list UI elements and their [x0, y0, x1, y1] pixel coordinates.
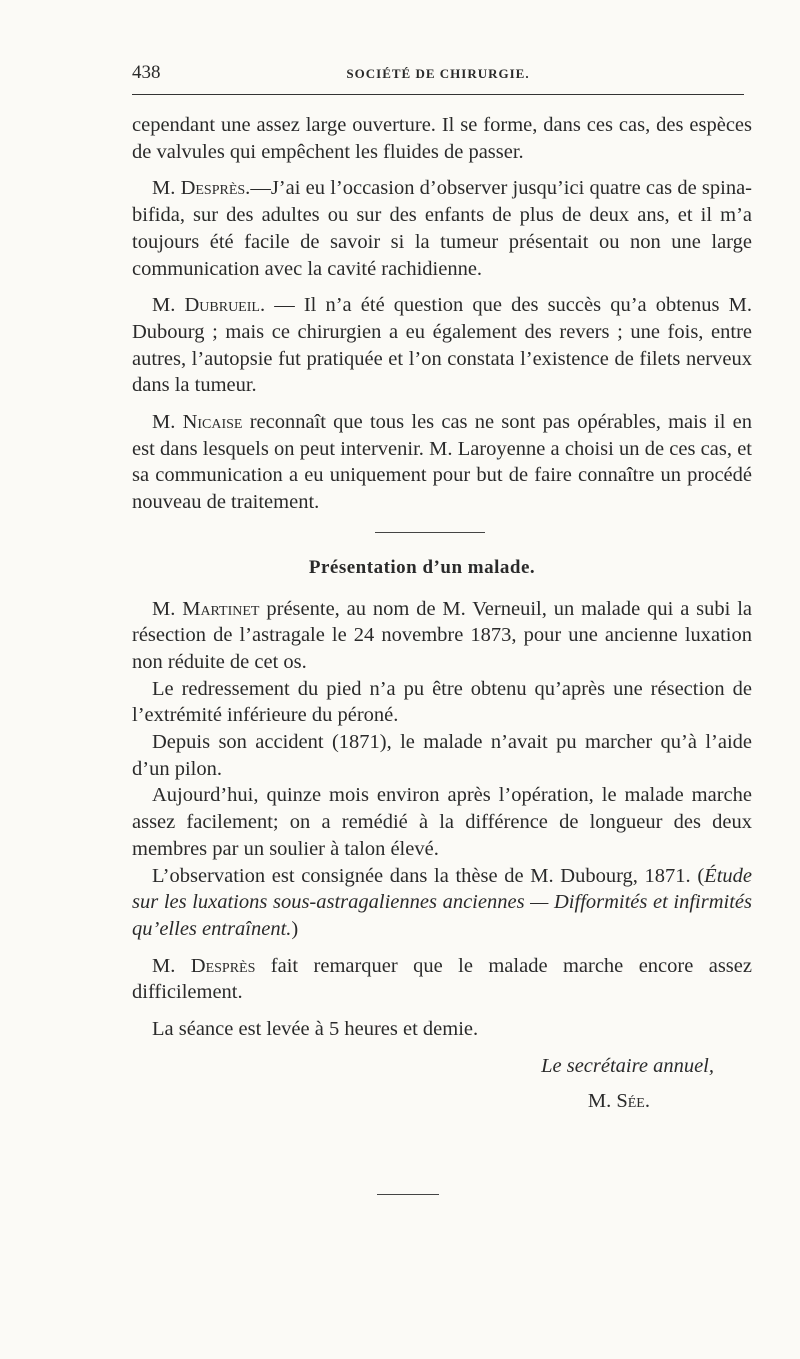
speaker-name: M. Nicaise — [152, 411, 243, 434]
speaker-name: M. Martinet — [152, 597, 260, 620]
paragraph-despres-remark — [132, 953, 752, 1006]
paragraph-text: — Il n’a été question que des succès qu’a obtenus M. Dubourg ; mais ce chirurgien a eu également des revers ; une fois, entre autres, l’autopsie fut pratiquée et l’on constata l’existence de filets nerveux dans la tumeur. — [132, 294, 752, 397]
section-divider — [375, 532, 485, 533]
header-rule — [132, 94, 744, 95]
paragraph-text: reconnaît que tous les cas ne sont pas opérables, mais il en est dans lesquels on peut intervenir. M. Laroyenne a choisi un de ces cas, et sa communication a eu uniquement pour but de faire connaître un procédé nouveau de traitement. — [132, 411, 752, 514]
paragraph-text: —J’ai eu l’occasion d’observer jusqu’ici quatre cas de spina-bifida, sur des adultes ou sur des enfants de plus de deux ans, et il m’a toujours été facile de savoir si la tumeur présentait ou non une large communication avec la cavité rachidienne. — [132, 177, 752, 280]
cited-work-title: Étude sur les luxations sous-astragaliennes anciennes — Difformités et infirmités qu’elles entraînent. — [132, 864, 752, 940]
end-divider — [377, 1194, 439, 1195]
paragraph-dubrueil — [132, 292, 752, 399]
running-title: SOCIÉTÉ DE CHIRURGIE. — [346, 66, 530, 81]
paragraph-text: L’observation est consignée dans la thèse de M. Dubourg, 1871. ( — [152, 864, 705, 887]
paragraph-observation — [132, 863, 752, 943]
paragraph-martinet — [132, 596, 752, 676]
paragraph-text: présente, au nom de M. Verneuil, un malade qui a subi la résection de l’astragale le 24 novembre 1873, pour une ancienne luxation non réduite de cet os. — [132, 597, 752, 673]
signature-block — [132, 1053, 752, 1114]
signature-name — [132, 1088, 650, 1115]
signature-title: Le secrétaire annuel, — [541, 1054, 714, 1077]
page-header — [132, 62, 744, 86]
page-body — [132, 112, 752, 1195]
speaker-name: M. Desprès. — [152, 177, 251, 200]
signatory: Sée. — [616, 1089, 650, 1112]
paragraph-continuation: cependant une assez large ouverture. Il se forme, dans ces cas, des espèces de valvules qui empêchent les fluides de passer. — [132, 114, 752, 163]
page-number: 438 — [132, 62, 161, 83]
paragraph-redressement: Le redressement du pied n’a pu être obtenu qu’après une résection de l’extrémité inférieure du péroné. — [132, 677, 752, 727]
paragraph-text: ) — [291, 917, 299, 940]
paragraph-closing: La séance est levée à 5 heures et demie. — [152, 1018, 479, 1041]
paragraph-nicaise — [132, 409, 752, 516]
paragraph-despres — [132, 175, 752, 282]
section-heading: Présentation d’un malade. — [308, 556, 536, 578]
speaker-name: M. Dubrueil. — [152, 294, 266, 317]
paragraph-aujourdhui: Aujourd’hui, quinze mois environ après l’opération, le malade marche assez facilement; on a remédié à la différence de longueur des deux membres par un soulier à talon élevé. — [132, 784, 752, 860]
speaker-name: M. Desprès — [152, 954, 256, 977]
signature-prefix: M. — [587, 1089, 617, 1112]
paragraph-text: fait remarquer que le malade marche encore assez difficilement. — [132, 954, 752, 1004]
paragraph-accident: Depuis son accident (1871), le malade n’avait pu marcher qu’à l’aide d’un pilon. — [132, 731, 752, 780]
